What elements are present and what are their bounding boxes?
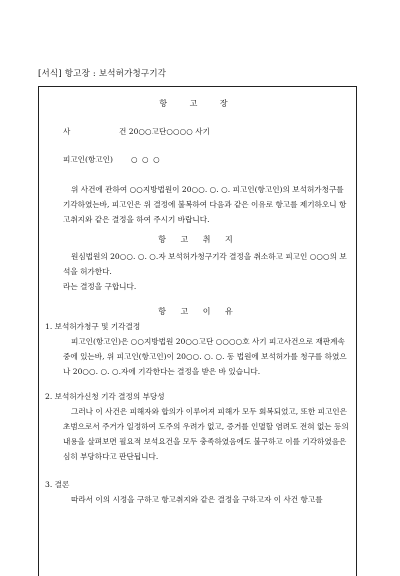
case-value: 건 20○○고단○○○○ 사기 [119,127,210,136]
defendant-label: 피고인(항고인) [63,155,113,164]
appeal-document [38,86,357,576]
section-3-body: 따라서 이의 시정을 구하고 항고취지와 같은 결정을 구하고자 이 사건 항고를 [71,495,323,504]
purpose-paragraph: 원심법원의 20○○. ○. ○.자 보석허가청구기각 결정을 취소하고 피고인 ○○○의 보석을 허가한다. [63,252,347,276]
purpose-title: 항 고 취 지 [158,235,239,244]
section-2-body: 그러나 이 사건은 피해자와 합의가 이루어져 피해가 모두 회복되었고, 또한 피고인은 초범으로서 주거가 일정하여 도주의 우려가 없고, 증거를 인멸할 염려도 전혀 없는 등의 내용을 살펴보면 필요적 보석요건을 모두 충족하였음에도 불구하고 이를 기각하였음은 심히 부당하다고 판단됩니다. [63,407,349,461]
section-2-heading: 2. 보석허가신청 기각 결정의 부당성 [45,392,165,401]
case-label: 사 [63,127,71,136]
purpose-closing: 라는 결정을 구합니다. [63,282,137,291]
intro-paragraph: 위 사건에 관하여 ○○지방법원이 20○○. ○. ○. 피고인(항고인)의 보석허가청구를 기각하였는바, 피고인은 위 결정에 불복하여 다음과 같은 이유로 항고를 제기하오니 항고취지와 같은 결정을 하여 주시기 바랍니다. [63,185,347,224]
section-1-body: 피고인(항고인)은 ○○지방법원 20○○고단 ○○○○호 사기 피고사건으로 재판계속 중에 있는바, 위 피고인(항고인)이 20○○. ○. ○. 동 법원에 보석허가를 청구를 하였으나 20○○. ○. ○.자에 기각한다는 결정을 받은 바 있습니다. [63,337,347,376]
section-3-heading: 3. 결론 [45,480,70,489]
reasons-title: 항 고 이 유 [158,307,239,316]
document-title: 항 고 장 [159,99,238,108]
section-1-heading: 1. 보석허가청구 및 기각결정 [45,322,141,331]
form-caption: [서식] 항고장 : 보석허가청구기각 [38,69,167,79]
defendant-value: ○ ○ ○ [131,155,161,164]
